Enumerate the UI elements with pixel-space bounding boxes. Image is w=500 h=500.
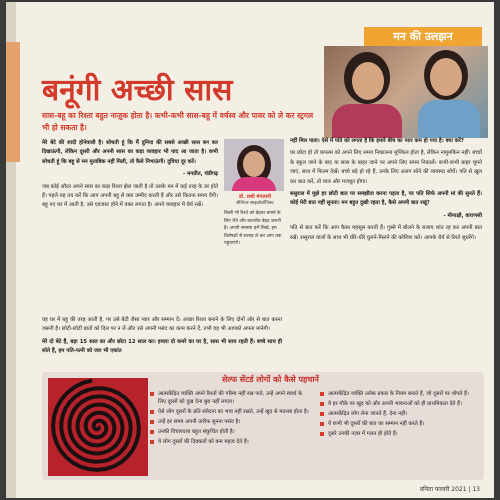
- spiral-illustration-icon: [48, 378, 148, 476]
- list-item: उनकी विचारधारा बहुत संकुचित होती है।: [150, 428, 310, 436]
- hero-photo: [324, 46, 488, 138]
- list-item: आत्मकेंद्रित व्यक्ति अपने रिश्तों की गरिमा नहीं रख पाते, उन्हें अपने स्वार्थ के लिए दूसरों को दुख देना बुरा नहीं लगता।: [150, 390, 310, 407]
- expert-name: डॉ. शशी मंगलानी: [238, 194, 271, 200]
- answer-text: पति से बात करें कि आप कैसा महसूस करती हैं। गुस्से में बोलने के बजाय शांत रह कर अपनी बात रखें। ससुराल वालों के साथ भी धीरे-धीरे घुलने-मिलने की कोशिश करें। आपके धैर्य से रिश्ते सुधरेंगे।: [290, 225, 482, 241]
- section-tag: मन की उलझन: [364, 27, 482, 47]
- article-subtitle: सास-बहू का रिश्ता बहुत नाज़ुक होता है। कभी-कभी सास-बहू में वर्चस्व और पावर को ले कर स्ट्रगल भी हो सकता है।: [42, 111, 314, 132]
- answer-text: घर छोटा हो तो कपल्स को अपने लिए समय निकालना मुश्किल होता है, लेकिन नामुमकिन नहीं। बच्चों के स्कूल जाने के बाद या सास के बाहर जाने पर अपने लिए समय निकालें। कभी-कभी बाहर घूमने जाएं, साथ में फिल्म देखें। बच्चे बड़े हो रहे हैं, उनके लिए अलग सोने की व्यवस्था सोचें। पति से खुल कर बात करें, तो प्यार और मजबूत होगा।: [290, 150, 482, 185]
- expert-panel: [224, 139, 286, 248]
- list-item: ये लोग दूसरों की दिक्कतों को कम महत्व देते हैं।: [150, 438, 310, 446]
- question-signature: - मीनाक्षी, वाराणसी: [443, 212, 482, 219]
- answer-text: वह घर में बहू की तरह आती है, पर उसे बेटी जैसा प्यार और सम्मान दें। अच्छा रिश्ता बनाने के लिए दोनों ओर से बात करना जरूरी है। छोटी-छोटी बातों को दिल पर न लें और उसे अपनी पसंद का काम करने दें, तभी वह भी आपको अपना मानेगी।: [42, 317, 282, 333]
- question-text: मेरे दो बेटे हैं, बड़ा 15 साल का और छोटा 12 साल का। हमारा दो कमरे का घर है, सास भी साथ रहती हैं। बच्चे साथ ही सोते हैं, हम पति-पत्नी को जरा भी एकांत: [42, 338, 282, 355]
- page-footer: वनिता फरवरी 2021 | 13: [419, 486, 480, 493]
- question-text: नहीं मिल पाता। ऐसे में पति को लगता है कि हमारे बीच का प्यार कम हो गया है। क्या करें?: [290, 138, 464, 144]
- list-item: आत्मकेंद्रित लोग लेना जानते हैं, देना नहीं।: [320, 410, 478, 418]
- column-left: [42, 139, 218, 214]
- list-item: आत्मकेंद्रित व्यक्ति अनेक प्रकार के नियम बनाते हैं, जो दूसरों पर थोपते हैं।: [320, 390, 478, 398]
- column-right: [290, 137, 482, 246]
- list-item: ऐसे लोग दूसरों के प्रति संवेदना का भाव नहीं रखते, उन्हें खुद से मतलब होता है।: [150, 408, 310, 416]
- bullet-list-right: [320, 390, 478, 440]
- article-title: बनूंगी अच्छी सास: [42, 73, 233, 108]
- bullet-list-left: [150, 390, 310, 448]
- column-left-lower: [42, 316, 282, 360]
- expert-note: किसी भी रिश्ते को बेहतर बनाने के लिए धैर्य और बातचीत बेहद जरूरी है। अपनी समस्या हमें लिखें, हम विशेषज्ञों से सलाह ले कर आप तक पहुंचाएंगे।: [224, 211, 282, 247]
- list-item: वे हर मौके पर खुद को और अपनी भावनाओं को ही प्राथमिकता देते हैं।: [320, 400, 478, 408]
- list-item: दूसरे उनकी नज़र में गलत ही होते हैं।: [320, 430, 478, 438]
- question-text: ससुराल में मुझे हर छोटी बात पर समझौता करना पड़ता है, पर पति सिर्फ अपनी मां की सुनते हैं। कोई मेरी बात नहीं सुनता। मन बहुत दुखी रहता है, कैसे अपनी बात रखूं?: [290, 191, 482, 207]
- expert-role: सीनियर साइकोलॉजिस्ट: [236, 201, 274, 206]
- box-title: सेल्फ सेंटर्ड लोगों को कैसे पहचानें: [222, 375, 319, 384]
- question-signature: - मनप्रीत, चंडीगढ़: [183, 171, 218, 178]
- question-text: मेरे बेटे की शादी होनेवाली है। सोचती हूं कि मैं दुनिया की सबसे अच्छी सास बन कर दिखाऊंगी, लेकिन दूसरी और अपनी सास का कड़ा व्यवहार भी याद आ जाता है। कभी सोचती हूं कि बहू से मन मुताबिक नहीं मिली, तो कैसे निभाऊंगी। दुविधा दूर करें।: [42, 140, 218, 165]
- answer-text: जब कोई औरत अपने सास का कड़ा रिश्ता झेल जाती है तो उसके मन में कई तरह के डर होते हैं। पहले यह तय करें कि आप अपनी बहू से क्या उम्मीद करती हैं और उसे कितना समय देंगी। बहू नए घर में आती है, उसे एडजस्ट होने में वक्त लगता है। अपने व्यवहार में धैर्य रखें।: [42, 183, 218, 209]
- expert-photo: [224, 139, 284, 191]
- self-centered-info-box: [42, 372, 484, 480]
- list-item: उन्हें हर समय अपनी तारीफ सुनना पसंद है।: [150, 418, 310, 426]
- previous-page-edge: [6, 42, 20, 162]
- magazine-page: [6, 2, 494, 498]
- list-item: ये कभी भी दूसरों की बात का सम्मान नहीं करते हैं।: [320, 420, 478, 428]
